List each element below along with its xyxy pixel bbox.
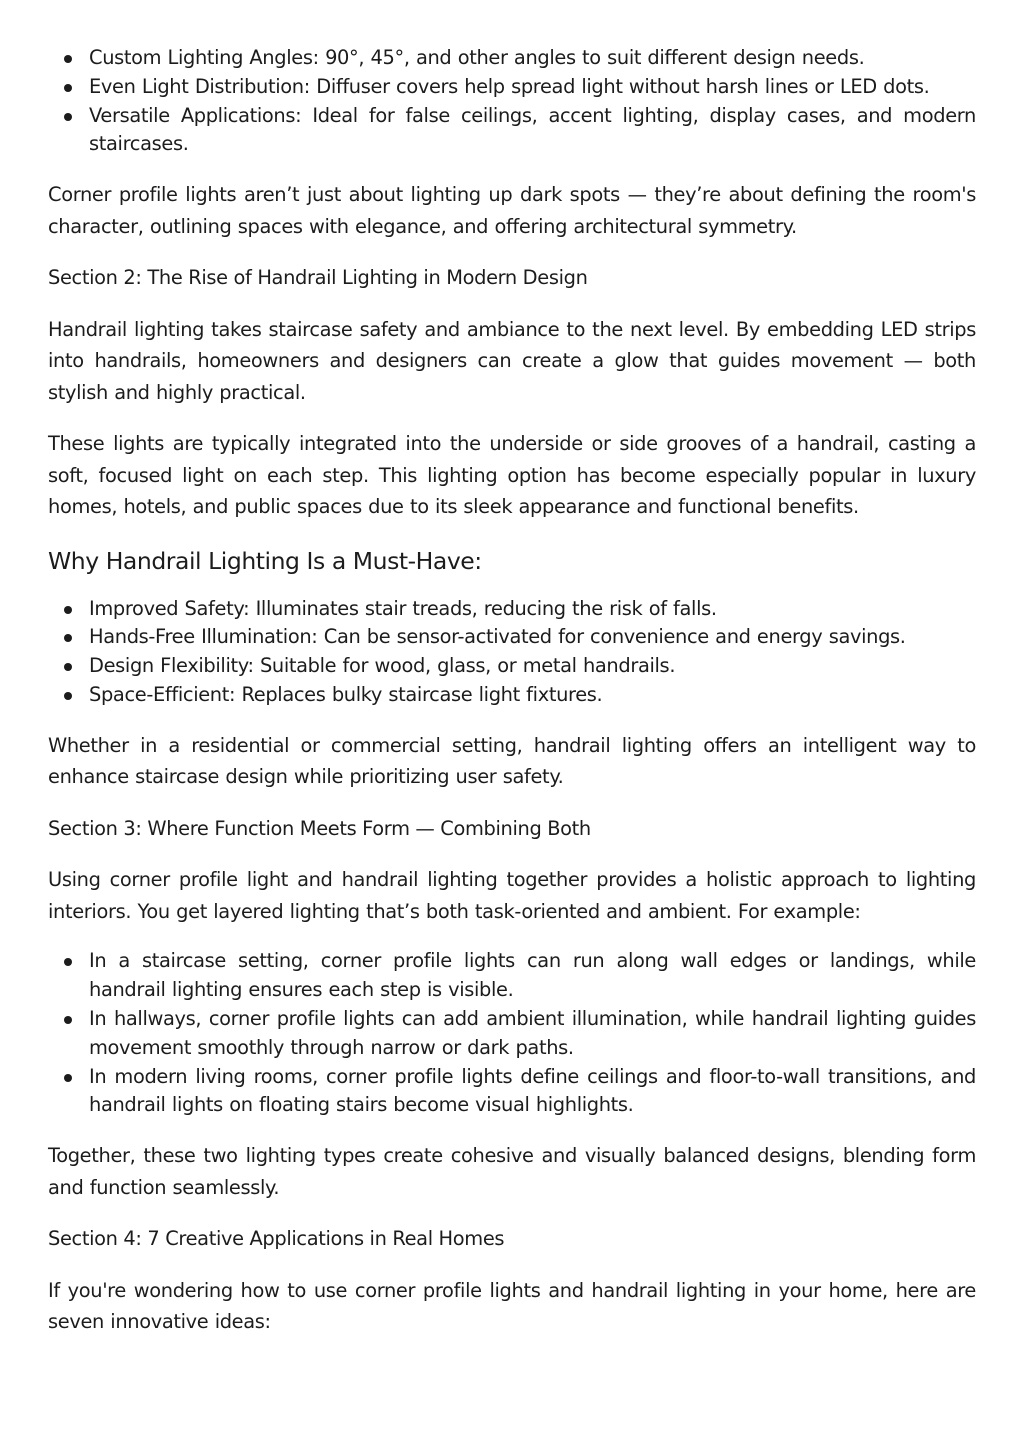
list-item	[48, 652, 976, 681]
paragraph-handrail-summary: Whether in a residential or commercial setting, handrail lighting offers an intelligent way to enhance staircase design while prioritizing user safety.	[48, 733, 976, 789]
bullet-dot-icon	[64, 84, 72, 92]
list-item	[48, 44, 976, 73]
list-item-text: Versatile Applications: Ideal for false ceilings, accent lighting, display cases, and modern staircases.	[89, 103, 976, 156]
bullet-dot-icon	[64, 55, 72, 63]
paragraph-corner-summary: Corner profile lights aren’t just about lighting up dark spots — they’re about defining the room's character, outlining spaces with elegance, and offering architectural symmetry.	[48, 183, 976, 238]
list-item	[48, 623, 976, 652]
bullet-dot-icon	[64, 113, 72, 121]
list-item-text: Even Light Distribution: Diffuser covers help spread light without harsh lines or LED dots.	[89, 74, 930, 98]
bullet-dot-icon	[64, 1074, 72, 1082]
list-item	[48, 102, 976, 160]
example-list-combining	[48, 947, 976, 1120]
feature-list-handrail	[48, 595, 976, 710]
paragraph-section-4-intro: If you're wondering how to use corner profile lights and handrail lighting in your home, here are seven innovative ideas:	[48, 1278, 976, 1334]
bullet-dot-icon	[64, 634, 72, 642]
list-item-text: Hands-Free Illumination: Can be sensor-activated for convenience and energy savings.	[89, 625, 906, 649]
list-item	[48, 1063, 976, 1121]
section-4-heading: Section 4: 7 Creative Applications in Real Homes	[48, 1227, 505, 1251]
paragraph-handrail-intro: Handrail lighting takes staircase safety and ambiance to the next level. By embedding LED strips into handrails, homeowners and designers can create a glow that guides movement — both stylish and highly practical.	[48, 317, 976, 404]
list-item	[48, 947, 976, 1005]
document-page	[48, 44, 976, 1358]
bullet-dot-icon	[64, 692, 72, 700]
bullet-dot-icon	[64, 606, 72, 614]
list-item-text: Design Flexibility: Suitable for wood, glass, or metal handrails.	[89, 654, 676, 678]
why-handrail-heading: Why Handrail Lighting Is a Must-Have:	[48, 546, 482, 575]
list-item	[48, 1005, 976, 1063]
section-3-heading: Section 3: Where Function Meets Form — Combining Both	[48, 816, 591, 840]
list-item	[48, 681, 976, 710]
list-item-text: In hallways, corner profile lights can add ambient illumination, while handrail lighting guides movement smoothly through narrow or dark paths.	[89, 1006, 976, 1059]
section-2-heading: Section 2: The Rise of Handrail Lighting in Modern Design	[48, 266, 588, 290]
bullet-dot-icon	[64, 663, 72, 671]
paragraph-handrail-detail: These lights are typically integrated into the underside or side grooves of a handrail, casting a soft, focused light on each step. This lighting option has become especially popular in luxury homes, hotels, and public spaces due to its sleek appearance and functional benefits.	[48, 432, 976, 519]
list-item-text: In modern living rooms, corner profile lights define ceilings and floor-to-wall transitions, and handrail lights on floating stairs become visual highlights.	[89, 1064, 976, 1117]
list-item-text: Custom Lighting Angles: 90°, 45°, and other angles to suit different design needs.	[89, 46, 865, 69]
feature-list-corner-profile	[48, 44, 976, 159]
paragraph-combining: Using corner profile light and handrail lighting together provides a holistic approach to lighting interiors. You get layered lighting that’s both task-oriented and ambient. For example:	[48, 868, 976, 923]
list-item	[48, 595, 976, 624]
bullet-dot-icon	[64, 958, 72, 966]
list-item-text: In a staircase setting, corner profile lights can run along wall edges or landings, while handrail lighting ensures each step is visible.	[89, 949, 976, 1002]
paragraph-together: Together, these two lighting types create cohesive and visually balanced designs, blending form and function seamlessly.	[48, 1144, 976, 1199]
list-item-text: Improved Safety: Illuminates stair treads, reducing the risk of falls.	[89, 596, 717, 620]
list-item-text: Space-Efficient: Replaces bulky staircase light fixtures.	[89, 683, 603, 707]
list-item	[48, 73, 976, 102]
bullet-dot-icon	[64, 1016, 72, 1024]
